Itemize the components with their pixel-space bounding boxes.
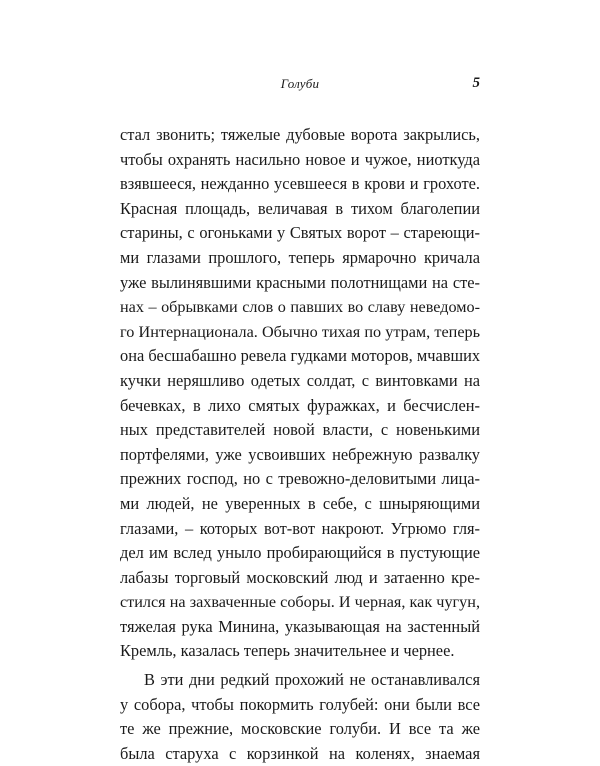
- text-line: те же прежние, московские голуби. И все та же: [120, 719, 480, 739]
- text-line: го Интернационала. Обычно тихая по утрам, теперь: [120, 322, 480, 341]
- text-line: кучки неряшливо одетых солдат, с винтовками на: [120, 370, 480, 390]
- text-line: стал звонить; тяжелые дубовые ворота закрылись,: [120, 125, 480, 144]
- text-line: ных представителей новой власти, с новенькими: [120, 420, 480, 440]
- text-line: бечевках, в лихо смятых фуражках, и бесчислен-: [120, 395, 480, 415]
- text-line: уже вылинявшими красными полотнищами на сте-: [120, 272, 480, 292]
- page-number: 5: [472, 75, 480, 91]
- text-line: старины, с огоньками у Святых ворот – стареющи-: [120, 223, 480, 243]
- text-line: ми глазами прошлого, теперь ярмарочно кричала: [120, 247, 480, 267]
- text-line: нах – обрывками слов о павших во славу неведомо-: [120, 298, 480, 317]
- text-line: тяжелая рука Минина, указывающая на застенный: [120, 616, 480, 636]
- text-line: лабазы торговый московский люд и затаенно кре-: [120, 567, 480, 587]
- text-line: В эти дни редкий прохожий не останавливался: [144, 670, 480, 690]
- text-line: стился на захваченные соборы. И черная, как чугун,: [120, 593, 480, 612]
- text-line: чтобы охранять насильно новое и чужое, ниоткуда: [120, 149, 480, 169]
- text-line: была старуха с корзинкой на коленях, знаемая: [120, 743, 480, 763]
- text-line: взявшееся, нежданно усевшееся в крови и грохоте.: [120, 174, 480, 194]
- text-line: глазами, – которых вот-вот накроют. Угрюмо гля-: [120, 518, 480, 538]
- text-line: дел им вслед уныло пробирающийся в пустующие: [120, 543, 480, 563]
- text-line: Красная площадь, величавая в тихом благолепии: [120, 198, 480, 218]
- running-title: Голуби: [280, 76, 320, 91]
- text-line: у собора, чтобы покормить голубей: они были все: [120, 694, 480, 714]
- text-line: портфелями, уже усвоивших небрежную развалку: [120, 444, 480, 464]
- text-line: она бесшабашно ревела гудками моторов, мчавших: [120, 346, 481, 366]
- text-line: Кремль, казалась теперь значительнее и чернее.: [120, 641, 455, 661]
- text-line: ми людей, не уверенных в себе, с шныряющими: [120, 493, 480, 513]
- running-header: [120, 76, 480, 96]
- text-line: прежних господ, но с тревожно-деловитыми лица-: [120, 469, 480, 489]
- body-text: [120, 123, 480, 766]
